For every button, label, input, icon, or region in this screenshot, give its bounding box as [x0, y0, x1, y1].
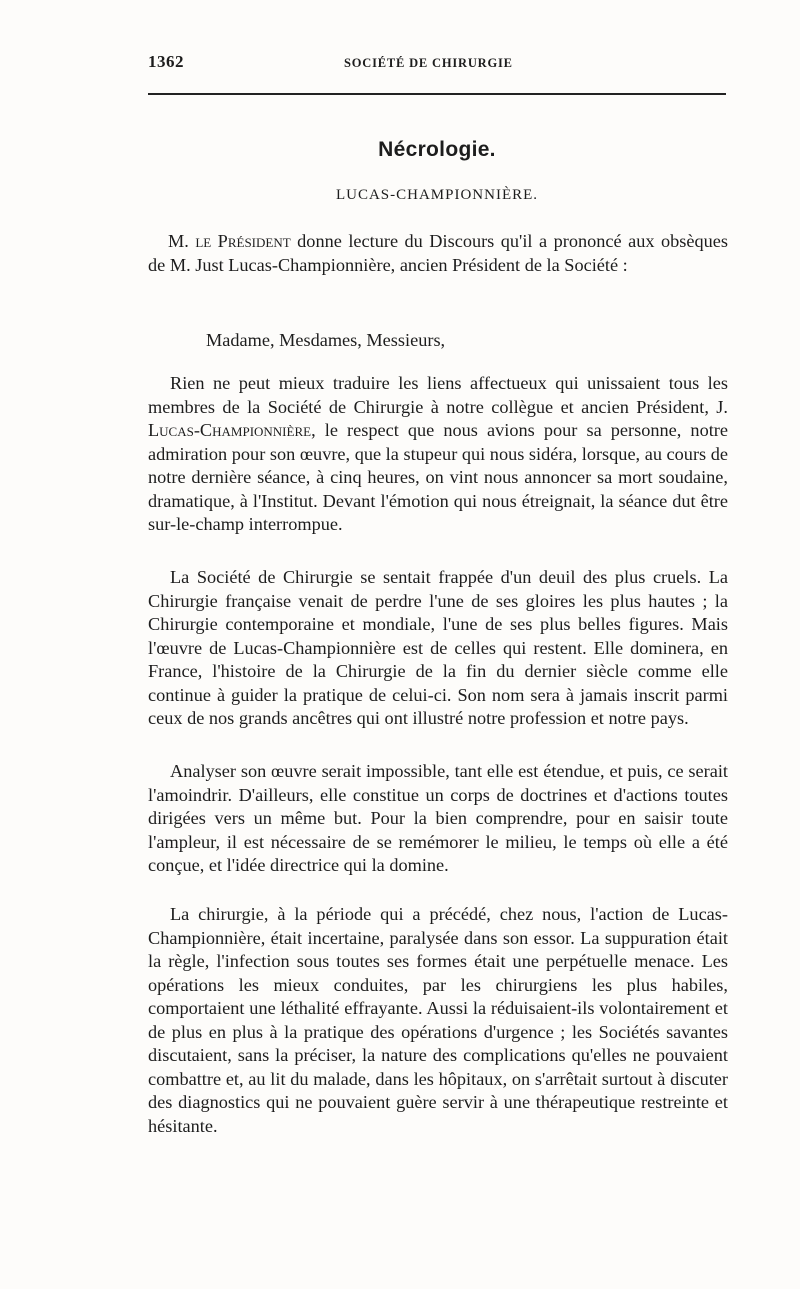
- paragraph-1-name: Lucas-Championnière: [148, 420, 312, 440]
- running-head: [148, 52, 726, 82]
- paragraph-3: Analyser son œuvre serait impossible, tant elle est étendue, et puis, ce serait l'amoindrir. D'ailleurs, elle constitue un corps de doctrines et d'actions toutes dirigées vers un même but. Pour la bien comprendre, pour en saisir toute l'ampleur, il est nécessaire de se remémorer le milieu, le temps où elle a été conçue, et l'idée directrice qui la domine.: [148, 761, 728, 875]
- page-number: 1362: [148, 52, 184, 71]
- paragraph-1: [148, 372, 728, 537]
- salutation: Madame, Mesdames, Messieurs,: [206, 330, 446, 350]
- paragraph-1-part-b: , le respect que nous avions pour sa personne, notre admiration pour son œuvre, que la stupeur qui nous sidéra, lorsque, au cours de notre dernière séance, à cinq heures, on vint nous annoncer sa mort soudaine, dramatique, à l'Institut. Devant l'émotion qui nous étreignait, la séance dut être sur-le-champ interrompue.: [148, 420, 728, 534]
- intro-paragraph: [148, 230, 728, 277]
- header-rule: [148, 93, 726, 95]
- paragraph-4: La chirurgie, à la période qui a précédé, chez nous, l'action de Lucas-Championnière, était incertaine, paralysée dans son essor. La suppuration était la règle, l'infection sous toutes ses formes était une perpétuelle menace. Les opérations les mieux conduites, par les chirurgiens les plus habiles, comportaient une léthalité effrayante. Aussi la réduisaient-ils volontairement et de plus en plus à la pratique des opérations d'urgence ; les Sociétés savantes discutaient, sans la préciser, la nature des complications qu'elles ne pouvaient combattre et, au lit du malade, dans les hôpitaux, on s'arrêtait surtout à discuter des diagnostics qui ne pouvaient guère servir à une thérapeutique restreinte et hésitante.: [148, 904, 728, 1136]
- paragraph-2: La Société de Chirurgie se sentait frappée d'un deuil des plus cruels. La Chirurgie française venait de perdre l'une de ses gloires les plus hautes ; la Chirurgie contemporaine et mondiale, l'une de ses plus belles figures. Mais l'œuvre de Lucas-Championnière est de celles qui restent. Elle dominera, en France, l'histoire de la Chirurgie de la fin du dernier siècle comme elle continue à guider la pratique de celui-ci. Son nom sera à jamais inscrit parmi ceux de nos grands ancêtres qui ont illustré notre profession et notre pays.: [148, 567, 728, 728]
- running-title: SOCIÉTÉ DE CHIRURGIE: [344, 56, 513, 70]
- section-title: Nécrologie.: [378, 138, 496, 161]
- intro-rest: donne lecture du Discours qu'il a prononcé aux obsèques de M. Just Lucas-Championnière, ancien Président de la Société :: [148, 231, 728, 275]
- intro-lead: M.: [168, 231, 196, 251]
- intro-role: le Président: [195, 231, 291, 251]
- obituary-subject: LUCAS-CHAMPIONNIÈRE.: [335, 187, 539, 203]
- paragraph-1-part-a: Rien ne peut mieux traduire les liens affectueux qui unissaient tous les membres de la Société de Chirurgie à notre collègue et ancien Président, J.: [148, 373, 728, 417]
